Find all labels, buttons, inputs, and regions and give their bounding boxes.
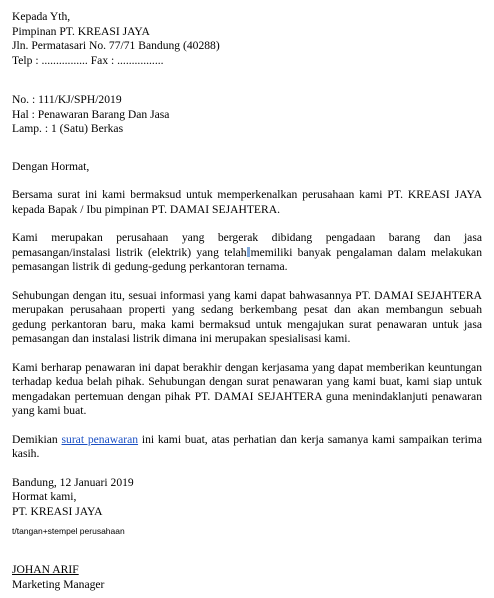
- paragraph-hope: Kami berharap penawaran ini dapat berakhir dengan kerjasama yang dapat memberikan keuntungan terhadap kedua belah pihak. Sehubungan dengan surat penawaran yang kami buat, kami siap untuk mengadakan pertemuan dengan pihak PT. DAMAI SEJAHTERA guna menindaklanjuti penawaran yang kami buat.: [12, 360, 482, 417]
- greeting: Dengan Hormat,: [12, 159, 90, 173]
- recipient-salutation: Kepada Yth,: [12, 10, 71, 23]
- signer-name: JOHAN ARIF: [12, 563, 79, 576]
- recipient-block: [12, 10, 482, 68]
- closing-block: [12, 476, 482, 520]
- spacer: [12, 68, 482, 93]
- spacer: [12, 347, 482, 361]
- letter-number: No. : 111/KJ/SPH/2019: [12, 93, 122, 106]
- spacer: [12, 137, 482, 160]
- recipient-contact: Telp : ................ Fax : ................: [12, 53, 164, 67]
- spacer: [12, 174, 482, 188]
- paragraph-intro: Bersama surat ini kami bermaksud untuk memperkenalkan perusahaan kami PT. KREASI JAYA kepada Bapak / Ibu pimpinan PT. DAMAI SEJAHTERA.: [12, 188, 482, 216]
- paragraph-company-start: Kami merupakan perusahaan yang bergerak dibidang pengadaan barang dan jasa pemasangan/instalasi listrik (elektrik) yang telah: [12, 231, 482, 259]
- reference-block: [12, 93, 482, 137]
- closing-regards: Hormat kami,: [12, 490, 77, 503]
- closing-company: PT. KREASI JAYA: [12, 504, 103, 518]
- paragraph-closing: [12, 433, 482, 462]
- signature-note: t/tangan+stempel perusahaan: [12, 526, 125, 536]
- letter-body: [12, 10, 482, 592]
- paragraph-company: [12, 231, 482, 275]
- spacer: [12, 275, 482, 289]
- spacer: [12, 217, 482, 231]
- signer-block: [12, 563, 482, 592]
- paragraph-closing-start: Demikian: [12, 432, 58, 446]
- paragraph-company-end: memiliki banyak pengalaman dalam melakukan pemasangan listrik di gedung-gedung perkantoran ternama.: [12, 245, 482, 273]
- recipient-name: Pimpinan PT. KREASI JAYA: [12, 24, 150, 38]
- closing-date: Bandung, 12 Januari 2019: [12, 475, 134, 489]
- paragraph-context: Sehubungan dengan itu, sesuai informasi yang kami dapat bahwasannya PT. DAMAI SEJAHTERA merupakan perusahaan properti yang sedang berkembang pesat dan akan membangun sebuah gedung perkantoran baru, maka kami bermaksud untuk mengajukan surat penawaran untuk jasa pemasangan dan instalasi listrik dimana ini merupakan spesialisasi kami.: [12, 288, 482, 345]
- spacer: [12, 462, 482, 476]
- recipient-address: Jln. Permatasari No. 77/71 Bandung (40288): [12, 39, 220, 52]
- spacer: [12, 419, 482, 433]
- letter-attachment: Lamp. : 1 (Satu) Berkas: [12, 122, 124, 135]
- paragraph-closing-end: ini kami buat, atas perhatian dan kerja samanya kami sampaikan terima kasih.: [12, 432, 482, 460]
- surat-penawaran-link[interactable]: surat penawaran: [61, 432, 139, 446]
- letter-subject: Hal : Penawaran Barang Dan Jasa: [12, 107, 170, 121]
- signature-space: [12, 537, 482, 563]
- signer-title: Marketing Manager: [12, 577, 105, 591]
